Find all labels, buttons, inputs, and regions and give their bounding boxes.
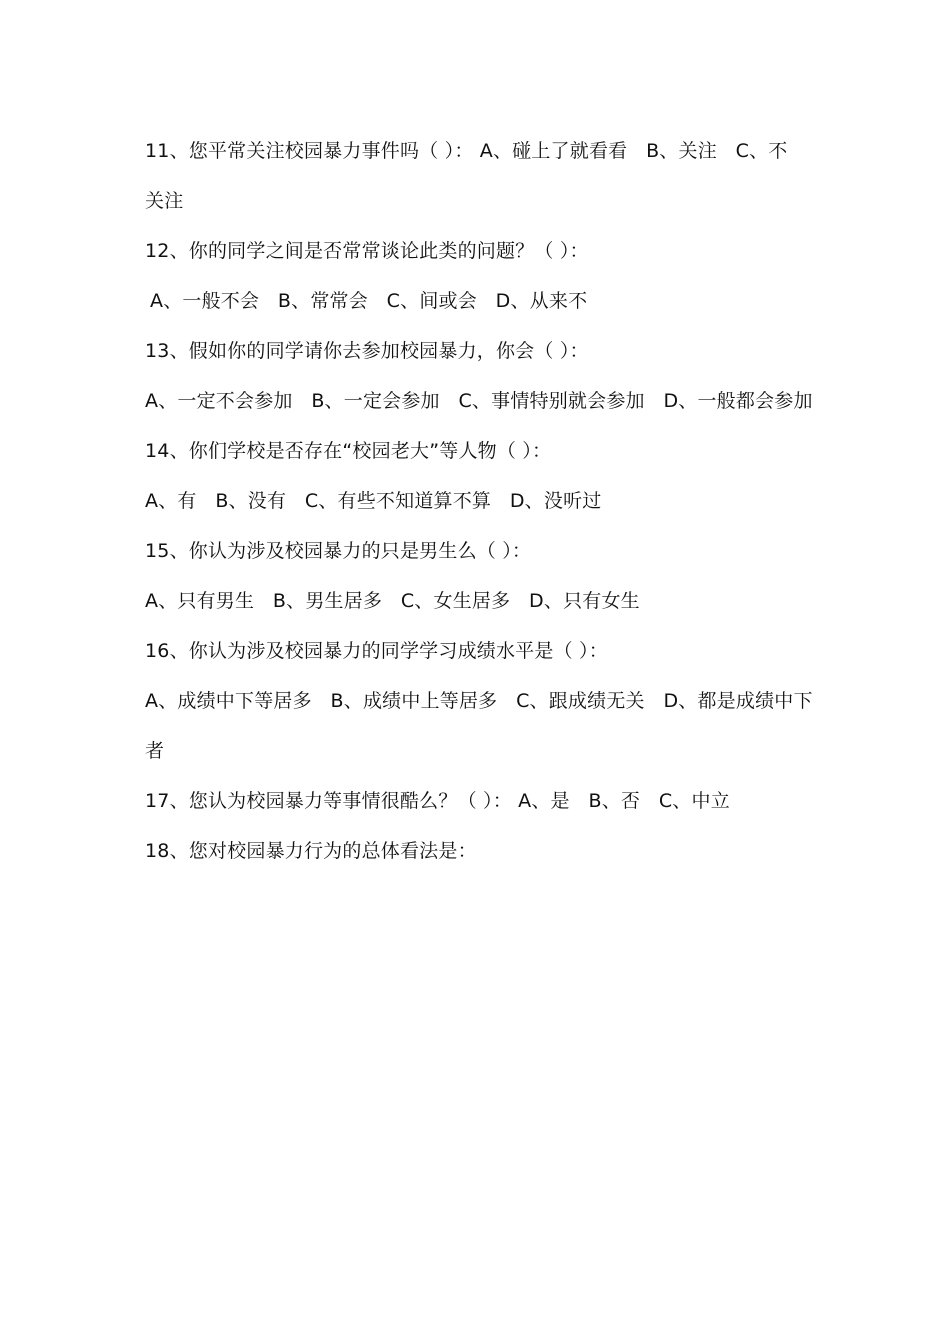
question-11-line-2: 关注 bbox=[145, 190, 184, 212]
question-12-options: A、一般不会 B、常常会 C、间或会 D、从来不 bbox=[150, 290, 588, 312]
question-16-options-line-1: A、成绩中下等居多 B、成绩中上等居多 C、跟成绩无关 D、都是成绩中下 bbox=[145, 690, 813, 712]
question-15-options: A、只有男生 B、男生居多 C、女生居多 D、只有女生 bbox=[145, 590, 640, 612]
question-15: 15、你认为涉及校园暴力的只是男生么（ ）： bbox=[145, 540, 532, 562]
question-11-line-1: 11、您平常关注校园暴力事件吗（ ）： A、碰上了就看看 B、关注 C、不 bbox=[145, 140, 788, 162]
question-14: 14、你们学校是否存在“校园老大”等人物（ ）： bbox=[145, 440, 552, 462]
question-13-options: A、一定不会参加 B、一定会参加 C、事情特别就会参加 D、一般都会参加 bbox=[145, 390, 813, 412]
question-12: 12、你的同学之间是否常常谈论此类的问题？（ ）： bbox=[145, 240, 589, 262]
question-17: 17、您认为校园暴力等事情很酷么？（ ）： A、是 B、否 C、中立 bbox=[145, 790, 730, 812]
questionnaire-body bbox=[145, 126, 815, 876]
question-14-options: A、有 B、没有 C、有些不知道算不算 D、没听过 bbox=[145, 490, 602, 512]
question-16-options-line-2: 者 bbox=[145, 740, 165, 762]
question-16: 16、你认为涉及校园暴力的同学学习成绩水平是（ ）： bbox=[145, 640, 608, 662]
question-18: 18、您对校园暴力行为的总体看法是： bbox=[145, 840, 477, 862]
question-13: 13、假如你的同学请你去参加校园暴力，你会（ ）： bbox=[145, 340, 589, 362]
